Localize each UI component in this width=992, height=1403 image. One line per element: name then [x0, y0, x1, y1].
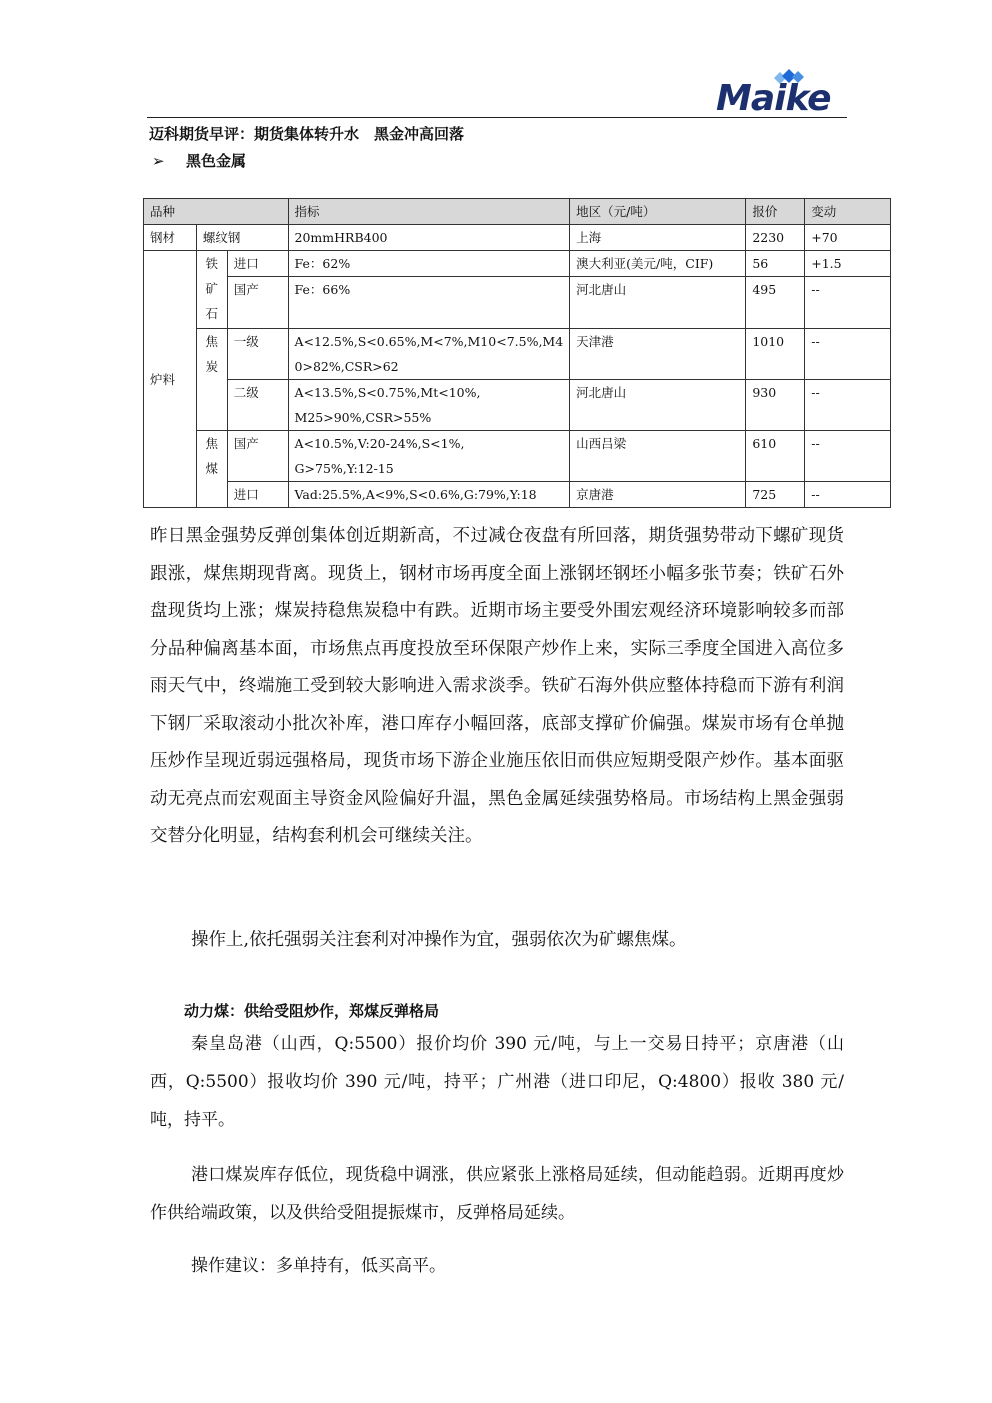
cell-coke-label: 焦 炭 — [196, 329, 227, 431]
cell-change: -- — [805, 431, 891, 482]
cell-origin: 进口 — [227, 251, 288, 277]
cell-spec: A<12.5%,S<0.65%,M<7%,M10<7.5%,M4 0>82%,CSR>62 — [288, 329, 570, 380]
cell-price: 2230 — [746, 225, 805, 251]
coal-advice-paragraph: 操作建议：多单持有，低买高平。 — [191, 1256, 446, 1276]
cell-iron-ore-label: 铁 矿 石 — [196, 251, 227, 329]
table-row — [144, 225, 891, 251]
cell-furnace-material: 炉料 — [144, 251, 197, 508]
cell-spec: A<10.5%,V:20-24%,S<1%, G>75%,Y:12-15 — [288, 431, 570, 482]
cell-region: 河北唐山 — [570, 277, 746, 329]
cell-spec: A<13.5%,S<0.75%,Mt<10%, M25>90%,CSR>55% — [288, 380, 570, 431]
header-price: 报价 — [746, 199, 805, 225]
price-table — [143, 198, 891, 508]
cell-spec: Vad:25.5%,A<9%,S<0.6%,G:79%,Y:18 — [288, 482, 570, 508]
cell-subtype: 螺纹钢 — [196, 225, 288, 251]
header-region: 地区（元/吨） — [570, 199, 746, 225]
page-title: 迈科期货早评：期货集体转升水 黑金冲高回落 — [149, 125, 465, 143]
coal-subheading: 动力煤：供给受阻炒作，郑煤反弹格局 — [184, 1002, 440, 1020]
cell-change: +1.5 — [805, 251, 891, 277]
header-spec: 指标 — [288, 199, 570, 225]
cell-price: 930 — [746, 380, 805, 431]
cell-change: -- — [805, 277, 891, 329]
cell-price: 725 — [746, 482, 805, 508]
cell-category: 钢材 — [144, 225, 197, 251]
cell-region: 京唐港 — [570, 482, 746, 508]
cell-spec: Fe：66% — [288, 277, 570, 329]
cell-grade: 二级 — [227, 380, 288, 431]
section-label: 黑色金属 — [186, 152, 247, 170]
arrow-bullet-icon: ➢ — [152, 152, 165, 170]
cell-change: +70 — [805, 225, 891, 251]
cell-region: 山西吕梁 — [570, 431, 746, 482]
section-heading — [152, 150, 246, 171]
table-row — [144, 329, 891, 380]
cell-region: 上海 — [570, 225, 746, 251]
coal-prices-paragraph: 秦皇岛港（山西，Q:5500）报价均价 390 元/吨，与上一交易日持平；京唐港（山西，Q:5500）报收均价 390 元/吨，持平；广州港（进口印尼，Q:4800）报收 380 元/吨，持平。 — [150, 1034, 844, 1130]
cell-region: 河北唐山 — [570, 380, 746, 431]
cell-change: -- — [805, 329, 891, 380]
coal-analysis-paragraph: 港口煤炭库存低位，现货稳中调涨，供应紧张上涨格局延续，但动能趋弱。近期再度炒作供给端政策，以及供给受阻提振煤市，反弹格局延续。 — [150, 1165, 844, 1223]
cell-region: 澳大利亚(美元/吨，CIF) — [570, 251, 746, 277]
cell-coking-coal-label: 焦 煤 — [196, 431, 227, 508]
cell-price: 1010 — [746, 329, 805, 380]
cell-spec: 20mmHRB400 — [288, 225, 570, 251]
table-row — [144, 251, 891, 277]
table-header-row — [144, 199, 891, 225]
cell-price: 610 — [746, 431, 805, 482]
cell-region: 天津港 — [570, 329, 746, 380]
cell-price: 56 — [746, 251, 805, 277]
header-variety: 品种 — [144, 199, 289, 225]
cell-change: -- — [805, 482, 891, 508]
table-row — [144, 277, 891, 329]
market-commentary: 昨日黑金强势反弹创集体创近期新高，不过减仓夜盘有所回落，期货强势带动下螺矿现货跟涨，煤焦期现背离。现货上，钢材市场再度全面上涨钢坯钢坯小幅多张节奏；铁矿石外盘现货均上涨；煤炭持稳焦炭稳中有跌。近期市场主要受外围宏观经济环境影响较多而部分品种偏离基本面，市场焦点再度投放至环保限产炒作上来，实际三季度全国进入高位多雨天气中，终端施工受到较大影响进入需求淡季。铁矿石海外供应整体持稳而下游有利润下钢厂采取滚动小批次补库，港口库存小幅回落，底部支撑矿价偏强。煤炭市场有仓单抛压炒作呈现近弱远强格局，现货市场下游企业施压依旧而供应短期受限产炒作。基本面驱动无亮点而宏观面主导资金风险偏好升温，黑色金属延续强势格局。市场结构上黑金强弱交替分化明显，结构套利机会可继续关注。 — [150, 526, 844, 846]
company-logo — [716, 68, 846, 118]
cell-change: -- — [805, 380, 891, 431]
cell-origin: 国产 — [227, 277, 288, 329]
cell-origin: 进口 — [227, 482, 288, 508]
table-row — [144, 380, 891, 431]
cell-price: 495 — [746, 277, 805, 329]
logo-text: Maike — [716, 78, 831, 119]
operation-advice: 操作上,依托强弱关注套利对冲操作为宜，强弱依次为矿螺焦煤。 — [191, 930, 687, 950]
table-row — [144, 431, 891, 482]
table-row — [144, 482, 891, 508]
cell-grade: 一级 — [227, 329, 288, 380]
header-divider — [147, 117, 847, 118]
cell-origin: 国产 — [227, 431, 288, 482]
header-change: 变动 — [805, 199, 891, 225]
cell-spec: Fe：62% — [288, 251, 570, 277]
